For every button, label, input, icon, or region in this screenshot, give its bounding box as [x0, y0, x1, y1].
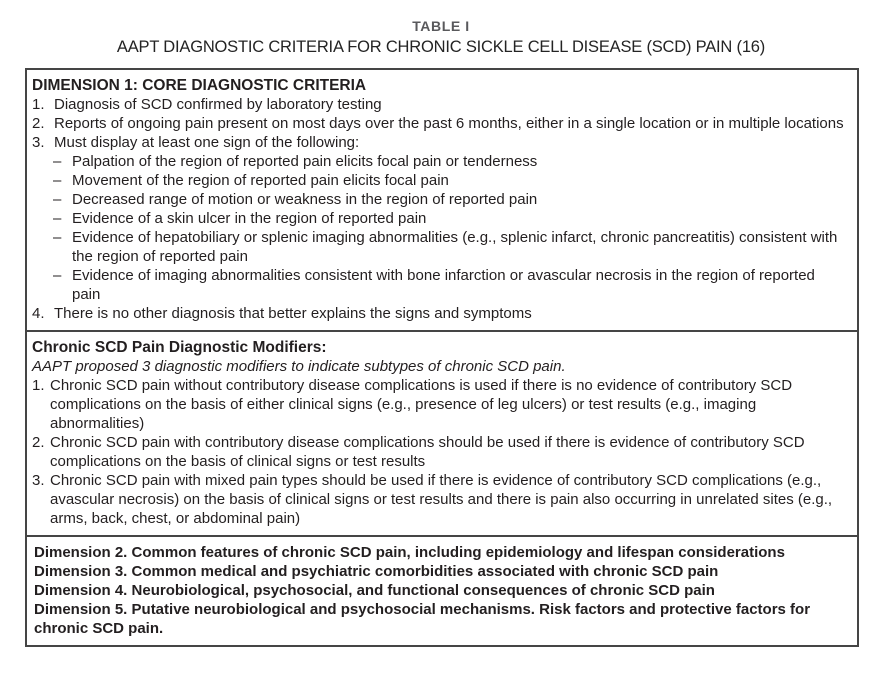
section-heading: DIMENSION 1: CORE DIAGNOSTIC CRITERIA — [32, 77, 367, 94]
sign-list-item — [32, 209, 847, 228]
item-dash: – — [53, 153, 62, 170]
item-text: There is no other diagnosis that better explains the signs and symptoms — [54, 305, 532, 322]
section-diagnostic-modifiers — [25, 330, 859, 537]
table-caption: AAPT DIAGNOSTIC CRITERIA FOR CHRONIC SICKLE CELL DISEASE (SCD) PAIN (16) — [116, 38, 766, 56]
item-text: Decreased range of motion or weakness in the region of reported pain — [72, 191, 538, 208]
item-text: Chronic SCD pain with mixed pain types should be used if there is evidence of contributory SCD complications (e.g., avascular necrosis) on the basis of clinical signs or test results and there is pain also occurring in unrelated sites (e.g., arms, back, chest, or abdominal pain) — [50, 472, 833, 527]
sign-list-item — [32, 228, 847, 266]
table-number-label: TABLE I — [412, 18, 470, 34]
item-number: 1. — [32, 377, 45, 394]
dimension-3-line: Dimension 3. Common medical and psychiatric comorbidities associated with chronic SCD pain — [34, 563, 719, 580]
item-text: Diagnosis of SCD confirmed by laboratory testing — [54, 96, 382, 113]
item-number: 3. — [32, 472, 45, 489]
item-dash: – — [53, 210, 62, 227]
item-text: Must display at least one sign of the following: — [54, 134, 360, 151]
dimension-4-line: Dimension 4. Neurobiological, psychosocial, and functional consequences of chronic SCD pain — [34, 582, 715, 599]
sign-list-item — [32, 171, 847, 190]
item-text: Evidence of hepatobiliary or splenic imaging abnormalities (e.g., splenic infarct, chronic pancreatitis) consistent with the region of reported pain — [72, 229, 838, 265]
item-number: 3. — [32, 134, 45, 151]
list-item — [32, 376, 847, 433]
dimension-2-line: Dimension 2. Common features of chronic SCD pain, including epidemiology and lifespan considerations — [34, 544, 785, 561]
dimension-5-line: Dimension 5. Putative neurobiological and psychosocial mechanisms. Risk factors and protective factors for chronic SCD pain. — [34, 601, 811, 637]
item-text: Movement of the region of reported pain elicits focal pain — [72, 172, 449, 189]
item-text: Chronic SCD pain with contributory disease complications should be used if there is evidence of contributory SCD complications on the basis of clinical signs or test results — [50, 434, 805, 470]
item-dash: – — [53, 267, 62, 284]
item-dash: – — [53, 172, 62, 189]
item-number: 2. — [32, 434, 45, 451]
section-dimensions-2-5 — [25, 535, 859, 647]
item-text: Palpation of the region of reported pain elicits focal pain or tenderness — [72, 153, 538, 170]
item-number: 1. — [32, 96, 45, 113]
item-number: 4. — [32, 305, 45, 322]
section-subheading: AAPT proposed 3 diagnostic modifiers to indicate subtypes of chronic SCD pain. — [32, 358, 566, 375]
list-item — [32, 114, 847, 133]
section-dimension-1-core-criteria — [25, 68, 859, 332]
list-item — [32, 95, 847, 114]
section-heading: Chronic SCD Pain Diagnostic Modifiers: — [32, 339, 327, 356]
item-dash: – — [53, 229, 62, 246]
sign-list-item — [32, 190, 847, 209]
list-item — [32, 433, 847, 471]
sign-list-item — [32, 152, 847, 171]
item-text: Reports of ongoing pain present on most days over the past 6 months, either in a single location or in multiple locations — [54, 115, 844, 132]
diagnostic-criteria-table — [25, 68, 859, 647]
sign-list-item — [32, 266, 847, 304]
item-text: Chronic SCD pain without contributory disease complications is used if there is no evidence of contributory SCD complications on the basis of either clinical signs (e.g., presence of leg ulcers) or test results (e.g., imaging abnormalities) — [50, 377, 793, 432]
list-item — [32, 471, 847, 528]
table-title-block — [0, 18, 882, 57]
item-text: Evidence of a skin ulcer in the region of reported pain — [72, 210, 427, 227]
item-text: Evidence of imaging abnormalities consistent with bone infarction or avascular necrosis in the region of reported pain — [72, 267, 815, 303]
list-item — [32, 133, 847, 152]
list-item — [32, 304, 847, 323]
item-number: 2. — [32, 115, 45, 132]
item-dash: – — [53, 191, 62, 208]
